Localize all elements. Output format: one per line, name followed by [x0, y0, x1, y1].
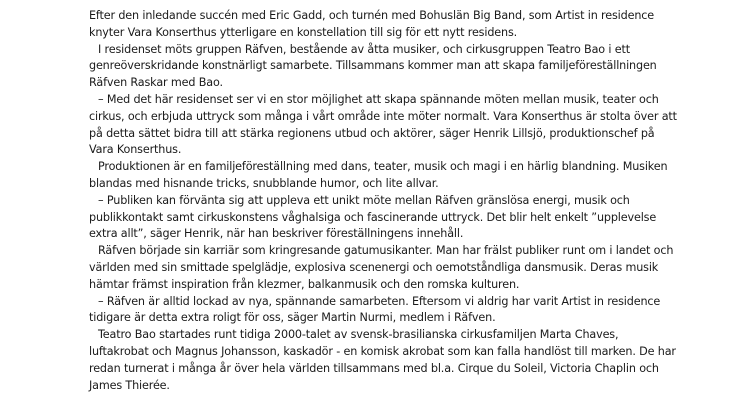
paragraph-intro: Efter den inledande succén med Eric Gadd, och turnén med Bohuslän Big Band, som Artist in residence knyter Vara Konserthus ytterligare en konstellation till sig för ett nytt residens. — [89, 9, 654, 39]
paragraph-quote-audience: – Publiken kan förvänta sig att uppleva ett unikt möte mellan Räfven gränslösa energi, musik och publikkontakt samt cirkuskonstens våghalsiga och fascinerande uttryck. Det blir helt enkelt ”upplevelse extra allt”, säger Henrik, när han beskriver föreställningens innehåll. — [89, 193, 657, 241]
paragraph-quote-martin: – Räfven är alltid lockad av nya, spännande samarbeten. Eftersom vi aldrig har varit Artist in residence tidigare är detta extra roligt för oss, säger Martin Nurmi, medlem i Räfven. — [89, 294, 661, 325]
paragraph-quote-henrik: – Med det här residenset ser vi en stor möjlighet att skapa spännande möten mellan musik, teater och cirkus, och erbjuda uttryck som många i vårt område inte möter normalt. Vara Konserthus är stolta över att på detta sättet bidra till att stärka regionens utbud och aktörer, säger Henrik Lillsjö, produktionschef på Vara Konserthus. — [89, 92, 677, 157]
paragraph-rafven-history: Räfven började sin karriär som kringresande gatumusikanter. Man har frälst publiker runt om i landet och världen med sin smittade spelglädje, explosiva scenenergi och oemotståndliga dansmusik. Deras musik hämtar främst inspiration från klezmer, balkanmusik och den romska kulturen. — [89, 244, 674, 291]
article-body — [89, 8, 681, 394]
paragraph-teatro-bao: Teatro Bao startades runt tidiga 2000-talet av svensk-brasilianska cirkusfamiljen Marta Chaves, luftakrobat och Magnus Johansson, kaskadör - en komisk akrobat som kan falla handlöst till marken. De har redan turnerat i många år över hela världen tillsammans med bl.a. Cirque du Soleil, Victoria Chaplin och James Thierée. — [89, 328, 676, 392]
paragraph-residency: I residenset möts gruppen Räfven, bestående av åtta musiker, och cirkusgruppen Teatro Bao i ett genreöverskridande konstnärligt samarbete. Tillsammans kommer man att skapa familjeföreställningen Räfven Raskar med Bao. — [89, 42, 657, 90]
paragraph-production: Produktionen är en familjeföreställning med dans, teater, musik och magi i en härlig blandning. Musiken blandas med hisnande tricks, snubblande humor, och lite allvar. — [89, 160, 668, 190]
